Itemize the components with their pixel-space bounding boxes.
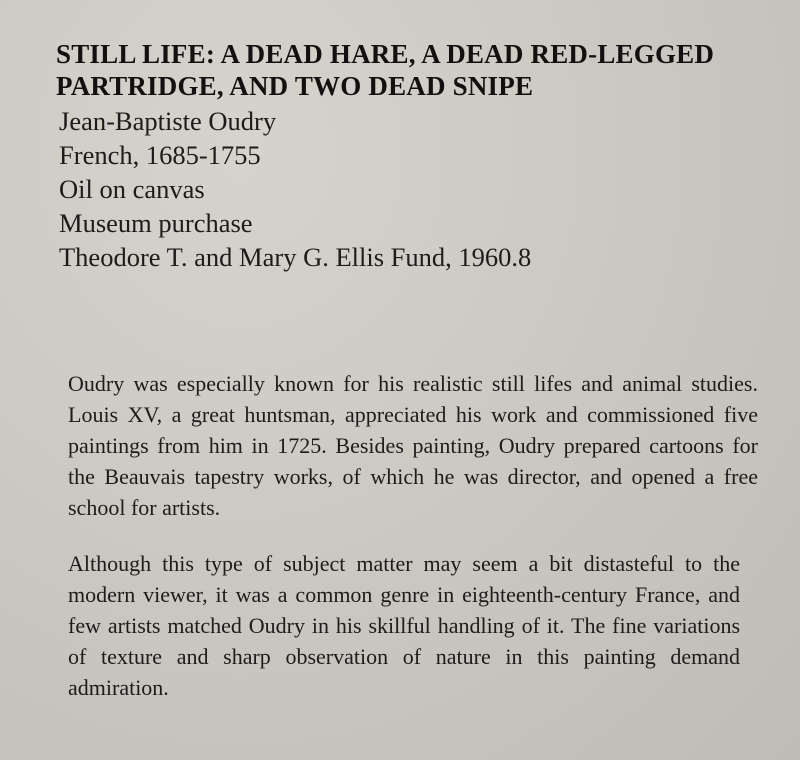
label-header bbox=[56, 38, 786, 274]
artwork-title-line-1: STILL LIFE: A DEAD HARE, A DEAD RED-LEGGED bbox=[56, 39, 715, 69]
artist-name: Jean-Baptiste Oudry bbox=[59, 106, 277, 136]
artwork-medium: Oil on canvas bbox=[59, 174, 205, 204]
description-paragraph-2: Although this type of subject matter may seem a bit distasteful to the modern viewer, it was a common genre in eighteenth-century France, and few artists matched Oudry in his skillful handling of it. The fine variations of texture and sharp observation of nature in this painting demand admiration. bbox=[68, 551, 740, 700]
credit-line-2: Theodore T. and Mary G. Ellis Fund, 1960.8 bbox=[59, 242, 532, 272]
artist-nationality-dates: French, 1685-1755 bbox=[59, 140, 261, 170]
credit-line-1: Museum purchase bbox=[59, 208, 253, 238]
description-paragraph-1: Oudry was especially known for his realistic still lifes and animal studies. Louis XV, a great huntsman, appreciated his work and commissioned five paintings from him in 1725. Besides painting, Oudry prepared cartoons for the Beauvais tapestry works, of which he was director, and opened a free school for artists. bbox=[68, 371, 758, 520]
artwork-title-line-2: PARTRIDGE, AND TWO DEAD SNIPE bbox=[56, 71, 534, 101]
